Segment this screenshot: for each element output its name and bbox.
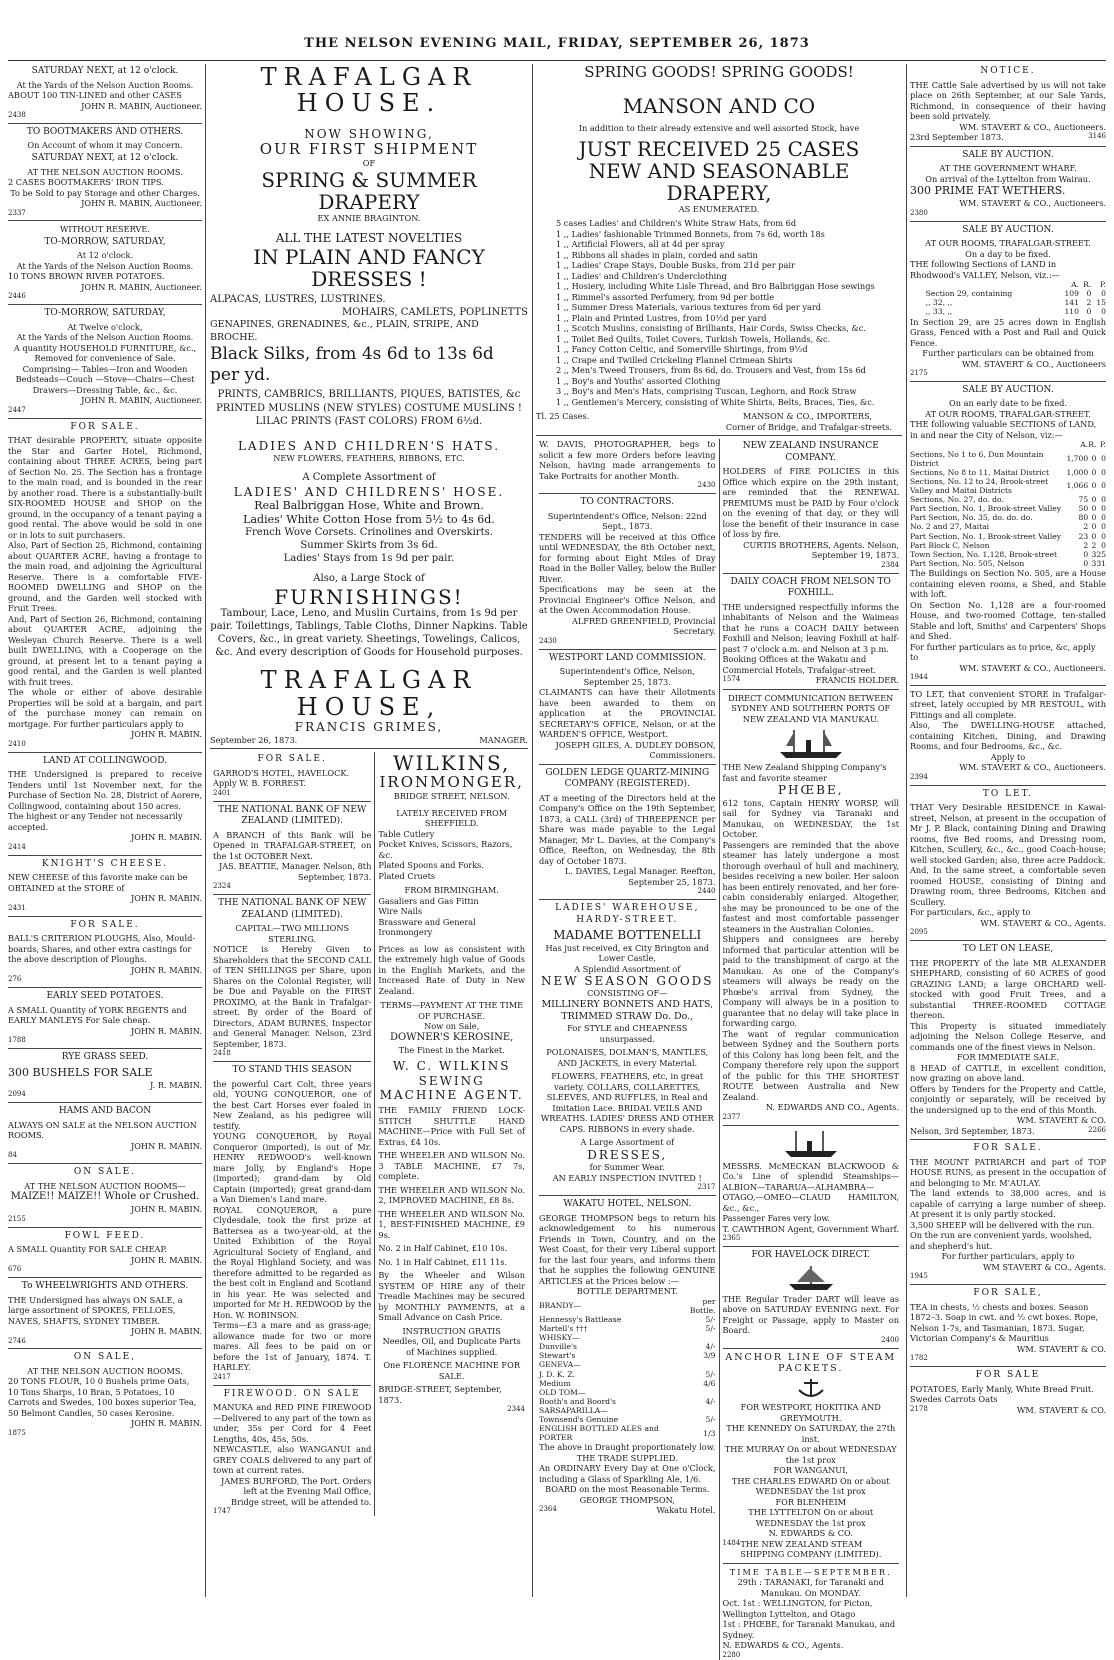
table-cell: 50 (1078, 504, 1089, 514)
ad-fowl-feed: FOWL FEED. A SMALL Quantity FOR SALE CHEAP. JOHN R. MABIN. 676 (8, 1230, 202, 1274)
table-cell (926, 280, 1057, 289)
table-cell (677, 1406, 715, 1415)
divider (539, 899, 716, 900)
list-item: 1 ,, Plain and Printed Lustres, from 10½d per yard (556, 312, 767, 323)
bottle-price-row (539, 1406, 716, 1415)
divider (8, 1102, 202, 1103)
trafalgar-house-ad: TRAFALGAR HOUSE. NOW SHOWING, OUR FIRST SHIPMENT OF SPRING & SUMMER DRAPERY EX ANNIE BRAGINTON. ALL THE LATEST NOVELTIES IN PLAIN AND FANCY DRESSES ! ALPACAS, LUSTRES, LUSTRINES. MOHAIRS, CAMLETS, POPLINETTS GENAPINES, GRENADINES, &c., PLAIN, STRIPE, AND BROCHE. Black Silks, from 4s 6d to 13s 6d per yd. PRINTS, CAMBRICS, BRILLIANTS, PIQUES, BATISTES, &c PRINTED MUSLINS (NEW STYLES) COSTUME MUSLINS ! LILAC PRINTS (FAST COLORS) FROM 6½d. LADIES AND CHILDREN'S HATS. NEW FLOWERS, FEATHERS, RIBBONS, ETC. A Complete Assortment of LADIES' AND CHILDRENS' HOSE. Real Balbriggan Hose, White and Brown. Ladies' White Cotton Hose from 5½ to 4s 6d. French Wove Corsets. Crinolines and Overskirts. Summer Skirts from 3s 6d. Ladies' Stays from 1s 9d per pair. Also, a Large Stock of FURNISHINGS! Tambour, Lace, Leno, and Muslin Curtains, from 1s 9d per pair. Toilettings, Tablings, Table Cloths, Dinner Napkins. Table Covers, &c., in great variety. Sheetings, Towelings, Calicos, &c. And every description of Goods for Household purposes. TRAFALGAR HOUSE, FRANCIS GRIMES, September 26, 1873. MANAGER. (210, 63, 528, 745)
table-cell: 25 (1096, 549, 1106, 559)
masthead-rule (8, 60, 1106, 61)
table-cell: Stewart's (539, 1351, 576, 1361)
divider (723, 1563, 900, 1564)
divider (213, 1385, 371, 1386)
divider (8, 1048, 202, 1049)
wilkins-ad: WILKINS, IRONMONGER, BRIDGE STREET, NELSON. LATELY RECEIVED FROM SHEFFIELD. Table Cutlery Pocket Knives, Scissors, Razors, &c. Plated Spoons and Forks. Plated Cruets FROM BIRMINGHAM. Gasaliers and Gas Fittin Wire Nails Brassware and General Ironmongery Prices as low as consistent with the extremely high value of Goods in the English Markets, and the Increased Rate of Duty in New Zealand. TERMS—PAYMENT AT THE TIME OF PURCHASE. Now on Sale, DOWNER'S KEROSINE, The Finest in the Market. W. C. WILKINS SEWING MACHINE AGENT. THE FAMILY FRIEND LOCK-STITCH SHUTTLE HAND MACHINE—Price with Full Set of Extras, £4 10s. THE WHEELER AND WILSON No. 3 TABLE MACHINE, £7 7s, complete. THE WHEELER AND WILSON No. 2, IMPROVED MACHINE, £8 8s. THE WHEELER AND WILSON No. 1, BEST-FINISHED MACHINE, £9 9s. No. 2 in Half Cabinet, £10 10s. No. 1 in Half Cabinet, £11 11s. By the Wheeler and Wilson SYSTEM OF HIRE any of their Treadle Machines may be secured by MONTHLY PAYMENTS, at a Small Advance on Cash Price. INSTRUCTION GRATIS Needles, Oil, and Duplicate Parts of Machines supplied. One FLORENCE MACHINE FOR SALE. BRIDGE-STREET, September, 1873. 2344 (374, 752, 528, 1516)
table-cell: 5/- (705, 1415, 716, 1425)
list-item: 1 ,, Rimmel's assorted Perfumery, from 9d per bottle (556, 291, 775, 302)
table-cell: 2 (1086, 298, 1092, 308)
column-divider (205, 64, 206, 1597)
land-row (910, 468, 1106, 477)
table-cell (677, 1360, 715, 1369)
table-cell: No. 2 and 27, Maitai (910, 522, 990, 532)
table-cell: 3 (1091, 558, 1097, 568)
table-cell: 0 (1101, 522, 1106, 532)
column-3-lower-right: NEW ZEALAND INSURANCE COMPANY. HOLDERS of FIRE POLICIES in this Office which expire on the 29th instant, are reminded that the RENEWAL PREMIUMS must be PAID by Four o'clock on the evening of that day, or they will lose the benefit of their insurance in case of loss by fire. CURTIS BROTHERS, Agents. Nelson, September 19, 1873. 2384 DAILY COACH FROM NELSON TO FOXHILL. THE undersigned respectfully informs the inhabitants of Nelson and the Waimeas that he runs a COACH DAILY between Foxhill and Nelson; leaving Foxhill at half-past 7 o'clock a.m. and Nelson at 3 p.m. Booking Offices at the Wakatu and Commercial Hotels, Trafalgar-street. 1574 FRANCIS HOLDER. DIRECT COMMUNICATION BETWEEN SYDNEY AND SOUTHERN PORTS OF NEW ZEALAND VIA MANUKAU. THE New Zealand Shipping Company's fast and favorite steamer PHŒBE, 612 tons, Captain HENRY WORSP, will sail for Sydney via Taranaki and Manukau, on WEDNESDAY, the 1st October. Passengers are reminded that the above steamer has lately undergone a most thorough overhaul of hull and machinery, besides receiving a new boiler. Her saloon has been entirely renovated, and her fore-cabin considerably enlarged. Altogether, she may be pronounced to be one of the fastest and most comfortable passenger steamers in the Australian Colonies. Shippers and consignees are hereby informed that particular attention will be paid to the transhipment of cargo at the Manukau. As one of the Company's steamers will always be ready on the Phœbe's arrival from Sydney, the Company will always be in a position to guarantee that no delay will take place in forwarding cargo. The want of regular communication between Sydney and the Southern ports of this Colony has long been felt, and the Company therefore rely upon the support of the public for this THE SHORTEST ROUTE between Australia and New Zealand. N. EDWARDS AND CO., Agents. 2377 MESSRS. McMECKAN BLACKWOOD & Co.'s Line of splendid Steamships—ALBION—TARARUA—ALHAMBRA—OTAGO,—OMEO—CLAUD HAMILTON, &c., &c., Passenger Fares very low. T. CAWTHRON Agent, Government Wharf. 2365 FOR HAVELOCK DIRECT. THE Regular Trader DART will leave as above on SATURDAY EVENING next. For Freight or Passage, apply to Master on Board. 2400 ANCHOR LINE OF STEAM PACKETS. FOR WESTPORT, HOKITIKA AND GREYMOUTH. THE KENNEDY On SATURDAY, the 27th inst. THE MURRAY On or about WEDNESDAY the 1st prox FOR WANGANUI, THE CHARLES EDWARD On or about WEDNESDAY the 1st prox FOR BLENHEIM THE LYTTELTON On or about WEDNESDAY the 1st prox N. EDWARDS & CO. 1484 THE NEW ZEALAND STEAM SHIPPING COMPANY (LIMITED). TIME TABLE—SEPTEMBER. 29th : TARANAKI, for Taranaki and Manukau. On MONDAY. Oct. 1st : WELLINGTON, for Picton, Wellington Lyttelton, and Otago 1st : PHŒBE, for Taranaki Manukau, and Sydney. N. EDWARDS & CO., Agents. 2280 (719, 439, 903, 1660)
column-3-lower-left: W. DAVIS, PHOTOGRAPHER, begs to solicit a few more Orders before leaving Nelson, having made arrangements to Take Portraits for another Month. 2430 TO CONTRACTORS. Superintendent's Office, Nelson: 22nd Sept., 1873. TENDERS will be received at this Office until WEDNESDAY, the 8th October next, for forming about Eight Miles of Dray Road in the Boller Valley, below the Buller River. Specifications may be seen at the Provincial Engineer's Office Nelson, and at the Owen Accommodation House. ALFRED GREENFIELD, Provincial Secretary. 2430 WESTPORT LAND COMMISSION. Superintendent's Office, Nelson, September 25, 1873. CLAIMANTS can have their Allotments have been awarded to them on application at the PROVINCIAL SECRETARY'S OFFICE, Nelson, or at the WARDEN'S OFFICE, Westport. JOSEPH GILES, A. DUDLEY DOBSON, Commissioners. GOLDEN LEDGE QUARTZ-MINING COMPANY (REGISTERED). AT a meeting of the Directors held at the Company's Office on the 19th September, 1873, a CALL (3rd) of THREEPENCE per Share was made payable to the Legal Manager, Mr L. Davies, at the Company's Office, Reefton, on Wednesday, the 8th day of October 1873. L. DAVIES, Legal Manager. Reefton, September 25, 1873. 2440 LADIES' WAREHOUSE, HARDY-STREET. MADAME BOTTENELLI Has just received, ex City Brington and Lower Castle, A Splendid Assortment of NEW SEASON GOODS CONSISTING OF— MILLINERY BONNETS AND HATS, TRIMMED STRAW Do. Do., For STYLE and CHEAPNESS unsurpassed. POLONAISES, DOLMAN'S, MANTLES, AND JACKETS, in every Material. FLOWERS, FEATHERS, etc, in great variety. COLLARS, COLLARETTES, SLEEVES, AND RUFFLES, in Real and Imitation Lace. BRIDAL VEILS AND WREATHS. LADIES' DRESS AND OTHER CAPS. RIBBONS in every shade. A Large Assortment of DRESSES, for Summer Wear. AN EARLY INSPECTION INVITED ! 2317 WAKATU HOTEL, NELSON. GEORGE THOMPSON begs to return his acknowledgement to his numerous Friends in Town, Country, and on the West Coast, for their very Liberal support for the last four years, and informs them that he supplies the following GENUINE ARTICLES at the Prices below :— BOTTLE DEPARTMENT. BRANDY— per Bottle. Hennessy's Battleaxe 5/- Martell's ††† 5/- WHISKY— Dunville's 4/- Stewart's 3/9 GENEVA— J. D. K. Z. 5/- Medium 4/6 OLD TOM— Booth's and Boord's 4/- SARSAPARILLA— Townsend's Genuine 5/- ENGLISH BOTTLED ALES and PORTER 1/3 The above in Draught proportionately low. THE TRADE SUPPLIED. An ORDINARY Every Day at One o'Clock, including a Glass of Sparkling Ale, 1/6. BOARD on the most Reasonable Terms. GEORGE THOMPSON, 2364 Wakatu Hotel. (539, 439, 716, 1516)
table-cell: 31 (1096, 558, 1106, 568)
divider (910, 1139, 1106, 1140)
table-cell: J. D. K. Z. (539, 1369, 575, 1379)
table-cell: Martell's ††† (539, 1323, 588, 1333)
table-cell: SARSAPARILLA— (539, 1405, 608, 1415)
list-item: 3 ,, Boy's and Men's Hats, comprising Tuscan, Leghorn, and Rock Straw (556, 386, 857, 397)
bottle-price-row (539, 1360, 716, 1369)
ad-maize: ON SALE. AT THE NELSON AUCTION ROOMS— MAIZE!! MAIZE!! Whole or Crushed. JOHN R. MABIN. 2155 (8, 1167, 202, 1223)
column-4: NOTICE. THE Cattle Sale advertised by us will not take place on 26th September, at our Sale Yards, Richmond, in consequence of their having been sold privately. WM. STAVERT & CO., Auctioneers. 23rd September 1873. 3146 SALE BY AUCTION. AT THE GOVERNMENT WHARF. On arrival of the Lyttelton from Wairau. 300 PRIME FAT WETHERS. WM. STAVERT & CO., Auctioneers. 2380 SALE BY AUCTION. AT OUR ROOMS, TRAFALGAR-STREET. On a day to be fixed. THE following Sections of LAND in Rhodwood's VALLEY, Nelson, viz.:— A. R. P. Section 29, containing 109 0 0 ,, 32, ,, 141 2 15 ,, 33, ,, 110 0 0 In Section 29, are 25 acres down in English Grass, Fenced with a Post and Rail and Quick Fence. Further particulars can be obtained from WM. STAVERT & CO., Auctioneers 2175 SALE BY AUCTION. On an early date to be fixed. AT OUR ROOMS, TRAFALGAR-STREET. THE following valuable SECTIONS of LAND, in and near the City of Nelson, viz:— A. R. P. Sections, No 1 to 6, Dun Mountain District 1,700 0 0 Sections, No 8 to 11, Maitai District 1,000 0 0 Sections, No. 12 to 24, Brook-street Valley and Maitai Districts 1,066 0 0 Sections, No. 27, do. do. 75 0 0 Part Section, No. 1, Brook-street Valley 50 0 0 Part Section, No. 35, do. do. do. 80 0 0 No. 2 and 27, Maitai 2 0 0 Part Section, No. 1, Brook-street Valley 23 0 0 Part Block C, Nelson 2 2 0 Town Section, No. 1,128, Brook-street 0 3 25 Part Section, No. 505, Nelson 0 3 31 The Buildings on Section No. 505, are a House containing eleven rooms, a Shed, and Stable with loft. On Section No. 1,128 are a four-roomed House, and two-roomed Cottage, ten-stalled Stable and loft, Smiths' and Carpenters' Shops and Shed. For further particulars as to price, &c, apply to WM. STAVERT & CO., Auctioneers. 1944 TO LET, that convenient STORE in Trafalgar-street, lately occupied by MR RESTOUL, with Fittings and all complete. Also, The DWELLING-HOUSE attached, containing Kitchen, Dining, and Drawing Rooms, and four Bedrooms, &c., &c. Apply to WM. STAVERT & CO., Auctioneers. 2394 TO LET. THAT Very Desirable RESIDENCE in Kawai-street, Nelson, at present in the occupation of Mr J. P. Black, containing Dining and Drawing rooms, five Bed rooms, and Dressing room, Kitchen, Scullery, &c., &c., good Coach-house; well stocked Garden; also, three acre Paddock. And, In the same street, a comfortable seven roomed HOUSE, consisting of Dining and Drawing room, three Bedrooms, Kitchen and Scullery. For particulars, &c., apply to WM. STAVERT & CO., Agents. 2095 TO LET ON LEASE, THE PROPERTY of the late MR ALEXANDER SHEPHARD, consisting of 60 ACRES of good GRAZING LAND; a large ORCHARD well-stocked with good Fruit Trees, and a substantial THREE-ROOMED COTTAGE thereon. This Property is situated immediately adjoining the Nelson College Reserve, and commands one of the finest views in Nelson. FOR IMMEDIATE SALE. 8 HEAD of CATTLE, in excellent condition, now grazing on above land. Offers by Tenders for the Property and Cattle, conjointly or separately, will be received by the undersigned up to the end of this Month. WM. STAVERT & CO. Nelson, 3rd September, 1873. 2266 FOR SALE. THE MOUNT PATRIARCH and part of TOP HOUSE RUNS, as present in the occupation of and belonging to Mr. M'AULAY. The land extends to 38,000 acres, and is capable of carrying a large number of sheep. At present it is only partly stocked. 3,500 SHEEP will be delivered with the run. On the run are convenient yards, woolshed, and shepherd's hut. For further particulars, apply to WM STAVERT & CO., Agents. 1945 FOR SALE, TEA in chests, ½ chests and boxes. Season 1872–3. Soap in cwt. and ½ cwt boxes. Rope, Nelson 1-7s, and Tasmanian, 1873. Sugar, Victorian Company's & Mauritius WM. STAVERT & CO. 1782 FOR SALE POTATOES, Early Manly, White Bread Fruit. Swedes Carrots Oats 2178 WM. STAVERT & CO. (910, 66, 1106, 1415)
table-cell: ,, 33, ,, (925, 307, 953, 317)
land-row (910, 477, 1106, 495)
land-row (926, 280, 1106, 289)
anchor-icon (789, 1376, 833, 1400)
divider (539, 649, 716, 650)
table-cell: per Bottle. (689, 1296, 716, 1315)
land-row (926, 307, 1106, 316)
table-cell (910, 440, 1066, 449)
list-item: 1 ,, Hosiery, including White Lisle Thread, and Bro Balbriggan Hose sewings (556, 281, 875, 292)
table-cell: OLD TOM— (539, 1387, 586, 1397)
ad-potatoes: WITHOUT RESERVE. TO-MORROW, SATURDAY, At 12 o'clock. At the Yards of the Nelson Auction Rooms. 10 TONS BROWN RIVER POTATOES. JOHN R. MABIN, Auctioneer. 2446 (8, 224, 202, 301)
ad-ploughs: FOR SALE. BALL'S CRITERION PLOUGHS, Also, Mould-boards, Shares, and other extra castings for the above description of Ploughs. JOHN R. MABIN. 276 (8, 919, 202, 984)
bottle-price-row (539, 1424, 716, 1442)
table-cell: 0 (1091, 513, 1097, 523)
divider (539, 1195, 716, 1196)
bottle-price-row (539, 1333, 716, 1342)
ad-flour: ON SALE, AT THE NELSON AUCTION ROOMS. 20 TONS FLOUR, 10 0 Bushels prime Oats, 10 Tons Sharps, 10 Bran, 5 Potatoes, 10 Carrots and Swedes, 100 boxes superior Tea, 50 Belmont Candles, 50 cases Kerosine. JOHN R. MABIN. 1875 (8, 1352, 202, 1437)
divider (910, 685, 1106, 686)
divider (910, 381, 1106, 382)
manson-ad: SPRING GOODS! SPRING GOODS! MANSON AND CO In addition to their already extensive and well assorted Stock, have JUST RECEIVED 25 CASES NEW AND SEASONABLE DRAPERY, AS ENUMERATED. 5 cases Ladies' and Children's White Straw Hats, from 6d 1 ,, Ladies' fashionable Trimmed Bonnets, from 7s 6d, worth 18s 1 ,, Artificial Flowers, all at 4d per spray 1 ,, Ribbons all shades in plain, corded and satin 1 ,, Ladies' Crape Stays, Double Busks, from 21d per pair 1 ,, Ladies' and Children's Underclothing 1 ,, Hosiery, including White Lisle Thread, and Bro Balbriggan Hose sewings 1 ,, Rimmel's assorted Perfumery, from 9d per bottle 1 ,, Summer Dress Materials, various textures from 6d per yard 1 ,, Plain and Printed Lustres, from 10½d per yard 1 ,, Scotch Muslins, consisting of Brilliants, Hair Cords, Swiss Checks, &c. 1 ,, Toilet Bed Quilts, Toilet Covers, Turkish Towels, Hollands, &c. 1 ,, Fancy Cotton Celtic, and Somerville Shirtings, from 9½d 1 ,, Crape and Twilled Crickeling Flannel Crimean Shirts 2 ,, Men's Tweed Trousers, from 8s 6d, do. Trousers and Vest, from 15s 6d 1 ,, Boy's and Youths' assorted Clothing 3 ,, Boy's and Men's Hats, comprising Tuscan, Leghorn, and Rock Straw 1 ,, Gentlemen's Mercery, consisting of White Shirts, Belts, Braces, Ties, &c. Tl. 25 Cases. MANSON & CO., IMPORTERS, Corner of Bridge, and Trafalgar-streets. (536, 64, 902, 432)
list-item: 1 ,, Toilet Bed Quilts, Toilet Covers, Turkish Towels, Hollands, &c. (556, 333, 831, 344)
column-divider (906, 64, 907, 1597)
land-row (910, 541, 1106, 550)
steamship-icon (781, 1129, 841, 1159)
table-cell: Medium (539, 1378, 571, 1388)
table-cell: 0 (1091, 522, 1097, 532)
ad-hams-bacon: HAMS AND BACON ALWAYS ON SALE at the NELSON AUCTION ROOMS. JOHN R. MABIN. 84 (8, 1106, 202, 1160)
table-cell (677, 1333, 715, 1342)
table-cell: A. (1071, 280, 1079, 290)
divider (723, 1125, 900, 1126)
table-cell: 4/6 (703, 1378, 716, 1388)
table-cell: R. (1088, 440, 1097, 450)
table-cell: 0 (1091, 454, 1097, 464)
table-cell: 75 (1078, 495, 1089, 505)
divider (539, 764, 716, 765)
divider (8, 1227, 202, 1228)
table-cell: 4/- (705, 1342, 716, 1352)
table-cell: 0 (1101, 454, 1106, 464)
table-cell: 2 (1091, 540, 1097, 550)
land-row (926, 298, 1106, 307)
table-cell: 110 (1064, 307, 1079, 317)
divider (8, 855, 202, 856)
table-cell: Part Section, No. 505, Nelson (910, 558, 1025, 568)
land-table-nelson (910, 440, 1106, 568)
land-row (910, 504, 1106, 513)
list-item: 1 ,, Ladies' fashionable Trimmed Bonnets, from 7s 6d, worth 18s (556, 228, 825, 239)
divider (910, 785, 1106, 786)
ad-collingwood-land: LAND AT COLLINGWOOD. THE Undersigned is prepared to receive Tenders until 1st November next, for the Purchase of Section No. 28, District of Aorere, Collingwood, containing about 150 acres. The highest or any Tender not necessarily accepted. JOHN R. MABIN. 2414 (8, 755, 202, 851)
table-cell: Booth's and Boord's (539, 1396, 616, 1406)
table-cell: 4/- (705, 1396, 716, 1406)
list-item: 1 ,, Scotch Muslins, consisting of Brilliants, Hair Cords, Swiss Checks, &c. (556, 323, 866, 334)
divider (210, 748, 528, 749)
steamship-icon (776, 726, 846, 760)
divider (723, 573, 900, 574)
table-cell: A. (1080, 440, 1089, 450)
table-cell: 0 (1101, 540, 1106, 550)
table-cell: Part Section, No. 1, Brook-street Valley (910, 504, 1062, 514)
divider (8, 220, 202, 221)
table-cell: 1,700 (1066, 454, 1089, 464)
table-cell: ,, 32, ,, (925, 298, 953, 308)
column-2-lower (210, 752, 528, 1516)
bottle-price-row (539, 1351, 716, 1360)
divider (213, 894, 371, 895)
divider (910, 940, 1106, 941)
table-cell: Part Section, No. 1, Brook-street Valley (910, 531, 1062, 541)
table-cell: 3/9 (703, 1351, 716, 1361)
table-cell: 0 (1101, 504, 1106, 514)
table-cell: Sections, No. 12 to 24, Brook-street Valley and Maitai Districts (910, 476, 1049, 496)
ad-rye-grass: RYE GRASS SEED. 300 BUSHELS FOR SALE J. R. MABIN. 2094 (8, 1052, 202, 1099)
divider (536, 435, 902, 436)
table-cell: Town Section, No. 1,128, Brook-street (910, 549, 1058, 559)
table-cell: 23 (1078, 531, 1089, 541)
manson-item-list (536, 218, 902, 407)
land-table-rhodwood (926, 280, 1106, 316)
table-cell: 0 (1101, 513, 1106, 523)
ad-richmond-property: FOR SALE. THAT desirable PROPERTY, situate opposite the Star and Garter Hotel, Richmond, containing about THREE ACRES, being part of Section No. 25. The Section has a frontage to the main road, and is bounded in the rear by another road. There is a substantially-built SIX-ROOMED HOUSE and SHOP on the ground, in the occupancy of a tenant paying a good rental. The above would be sold in one or in lots to suit purchasers. Also, Part of Section 25, Richmond, containing about QUARTER ACRE, having a frontage to the main road, and adjoining the Agricultural Reserve. There is a comfortable FIVE-ROOMED DWELLING and SHOP on the ground, and the Garden well stocked with Fruit Trees. And, Part of Section 26, Richmond, containing about QUARTER ACRE, adjoining the Wesleyan Church Reserve. There is a well built DWELLING, with a Cooperage on the ground, at present let to a tenant paying a good rental, and the Garden is well planted with fruit trees. The whole or either of above desirable Properties will be sold at a bargain, and part of the purchase money can remain on mortgage. For further particulars apply to JOHN R. MABIN. 2410 (8, 421, 202, 748)
divider (539, 493, 716, 494)
land-row (910, 550, 1106, 559)
ad-wheelwrights: To WHEELWRIGHTS AND OTHERS. THE Undersigned has always ON SALE, a large assortment of SPOKES, FELLOES, NAVES, SHAFTS, SYDNEY TIMBER. JOHN R. MABIN. 2746 (8, 1280, 202, 1345)
trafalgar-title: TRAFALGAR HOUSE. (260, 63, 478, 118)
table-cell: 0 (1101, 531, 1106, 541)
divider (8, 916, 202, 917)
divider (8, 752, 202, 753)
ad-furniture: TO-MORROW, SATURDAY, At Twelve o'clock, At the Yards of the Nelson Auction Rooms. A quantity HOUSEHOLD FURNITURE, &c., Removed for convenience of Sale. Comprising— Tables—Iron and Wooden Bedsteads—Couch —Stove—Chairs—Chest Drawers—Dressing Table, &c., &c. JOHN R. MABIN, Auctioneer. 2447 (8, 308, 202, 414)
divider (8, 304, 202, 305)
table-cell: ENGLISH BOTTLED ALES and PORTER (539, 1424, 659, 1443)
land-row (910, 522, 1106, 531)
table-cell: Townsend's Genuine (539, 1415, 619, 1425)
column-2-lower-left: FOR SALE. GARROD'S HOTEL, HAVELOCK. Apply W. B. FORREST. 2401 THE NATIONAL BANK OF NEW ZEALAND (LIMITED). A BRANCH of this Bank will be Opened in TRAFALGAR-STREET, on the 1st OCTOBER Next. JAS. BEATTIE, Manager. Nelson, 8th September, 1873. 2324 THE NATIONAL BANK OF NEW ZEALAND (LIMITED). CAPITAL—TWO MILLIONS STERLING. NOTICE is Hereby Given to Shareholders that the SECOND CALL of TEN SHILLINGS per Share, upon Shares on the Colonial Register, will be Due and Payable on the FIRST PROXIMO, at the Bank in Trafalgar-street. By order of the Board of Directors, ADAM BURNES, Inspector and General Manager. Nelson, 23rd September, 1873. 2418 TO STAND THIS SEASON the powerful Cart Colt, three years old, YOUNG CONQUEROR, one of the best Cart Horses ever foaled in New Zealand, as his pedigree will testify. YOUNG CONQUEROR, by Royal Conqueror (imported), is out of Mr. HENRY REDWOOD's well-known mare Jolly, by England's Hope (imported); grand-dam by Old Captain (imported); great grand-dam a Van Diemen's Land mare. ROYAL CONQUEROR, a pure Clydesdale, took the first prize at Battersea as a two-year-old, at the United Exhibition of the Royal Agricultural Society of England, and the Royal Highland Society, and was therefore admitted to be regarded as the best colt in England and Scotland in his year. He was selected and imported for Mr H. REDWOOD by the Hon. W. ROBINSON. Terms—£3 a mare and as grass-age; allowance made for two or more mares. All fees to be paid on or before the 1st of January, 1874. T. HARLEY. 2417 FIREWOOD. ON SALE MANUKA and RED PINE FIREWOOD—Delivered to any part of the town as under, 35s per Cord for 4 Feet Lengths, 40s, 45s, 50s. NEWCASTLE, also WANGANUI and GREY COALS delivered to any part of town at current rates. JAMES BURFORD, The Port. Orders left at the Evening Mail Office, Bridge street, will be attended to. 1747 (213, 754, 372, 1516)
land-row (926, 289, 1106, 298)
sailing-ship-icon (785, 1264, 837, 1292)
table-cell: 0 (1091, 495, 1097, 505)
list-item: 1 ,, Summer Dress Materials, various textures from 6d per yard (556, 302, 822, 313)
divider (8, 1163, 202, 1164)
table-cell: 0 (1091, 531, 1097, 541)
table-cell: BRANDY— (539, 1301, 582, 1311)
table-cell: GENEVA— (539, 1360, 581, 1370)
land-row (910, 440, 1106, 449)
divider (910, 146, 1106, 147)
table-cell: Dunville's (539, 1342, 577, 1352)
table-cell: WHISKY— (539, 1333, 580, 1343)
table-cell: 141 (1064, 298, 1079, 308)
table-cell: R. (1083, 280, 1092, 290)
table-cell: 0 (1083, 549, 1089, 559)
table-cell: 0 (1091, 481, 1097, 491)
table-cell: Section 29, containing (925, 289, 1013, 299)
table-cell: 0 (1101, 307, 1106, 317)
list-item: 1 ,, Ribbons all shades in plain, corded and satin (556, 249, 758, 260)
land-row (910, 559, 1106, 568)
ad-bootmakers: TO BOOTMAKERS AND OTHERS. On Account of whom it may Concern. SATURDAY NEXT, at 12 o'clock. AT THE NELSON AUCTION ROOMS. 2 CASES BOOTMAKERS' IRON TIPS. To be Sold to pay Storage and other Charges. JOHN R. MABIN, Auctioneer. 2337 (8, 126, 202, 217)
divider (910, 1284, 1106, 1285)
list-item: 5 cases Ladies' and Children's White Straw Hats, from 6d (556, 218, 797, 229)
list-item: 1 ,, Boy's and Youths' assorted Clothing (556, 375, 721, 386)
ad-knights-cheese: KNIGHT'S CHEESE. NEW CHEESE of this favorite make can be OBTAINED at the STORE of JOHN R. MABIN. 2431 (8, 858, 202, 912)
list-item: 1 ,, Artificial Flowers, all at 4d per spray (556, 239, 725, 250)
divider (8, 418, 202, 419)
divider (910, 1366, 1106, 1367)
table-cell: 5/- (705, 1314, 716, 1324)
table-cell: 2 (1083, 540, 1089, 550)
bottle-price-row (539, 1297, 716, 1315)
bottle-price-row (539, 1379, 716, 1388)
divider (213, 801, 371, 802)
table-cell: Sections, No. 27, do. do. (910, 495, 1004, 505)
table-cell: 109 (1064, 289, 1079, 299)
column-divider (532, 64, 533, 1597)
bottle-price-row (539, 1324, 716, 1333)
bottle-price-row (539, 1415, 716, 1424)
table-cell: 0 (1091, 504, 1097, 514)
land-row (910, 495, 1106, 504)
list-item: 1 ,, Ladies' and Children's Underclothing (556, 270, 727, 281)
column-2 (210, 64, 528, 1597)
table-cell: 0 (1091, 467, 1097, 477)
land-row (910, 532, 1106, 541)
table-cell: 2 (1083, 522, 1089, 532)
table-cell: 3 (1091, 549, 1097, 559)
divider (723, 1246, 900, 1247)
column-3 (536, 63, 902, 1659)
table-cell: 5/- (705, 1323, 716, 1333)
table-cell: 15 (1096, 298, 1106, 308)
list-item: 1 ,, Crape and Twilled Crickeling Flannel Crimean Shirts (556, 354, 793, 365)
table-cell: Hennessy's Battleaxe (539, 1314, 622, 1324)
bottle-price-table (539, 1297, 716, 1443)
divider (8, 1348, 202, 1349)
land-row (910, 450, 1106, 468)
divider (910, 221, 1106, 222)
table-cell: 0 (1086, 307, 1092, 317)
bottle-price-row (539, 1397, 716, 1406)
table-cell: 1,066 (1066, 481, 1089, 491)
table-cell: 0 (1101, 467, 1106, 477)
table-cell: Sections, No 1 to 6, Dun Mountain District (910, 449, 1044, 468)
divider (213, 1061, 371, 1062)
table-cell: P. (1100, 280, 1106, 290)
table-cell: 0 (1101, 481, 1106, 491)
column-1 (8, 64, 202, 1597)
table-cell: 0 (1101, 495, 1106, 505)
table-cell: 0 (1086, 289, 1092, 299)
bottle-price-row (539, 1388, 716, 1397)
table-cell: 5/- (705, 1369, 716, 1379)
bottle-price-row (539, 1342, 716, 1351)
ad-cases: SATURDAY NEXT, at 12 o'clock. At the Yards of the Nelson Auction Rooms. ABOUT 100 TIN-LINED and other CASES JOHN R. MABIN, Auctioneer. 2438 (8, 66, 202, 120)
table-cell: Part Section, No. 35, do. do. do. (910, 513, 1033, 523)
table-cell: Sections, No 8 to 11, Maitai District (910, 467, 1050, 477)
divider (8, 123, 202, 124)
land-row (910, 513, 1106, 522)
table-cell: 0 (1083, 558, 1089, 568)
divider (723, 689, 900, 690)
masthead: THE NELSON EVENING MAIL, FRIDAY, SEPTEMBER 26, 1873 (304, 36, 810, 51)
table-cell: Part Block C, Nelson (910, 540, 990, 550)
divider (723, 1348, 900, 1349)
divider (8, 987, 202, 988)
list-item: 2 ,, Men's Tweed Trousers, from 8s 6d, do. Trousers and Vest, from 15s 6d (556, 365, 866, 376)
table-cell: P. (1100, 440, 1106, 450)
list-item: 1 ,, Fancy Cotton Celtic, and Somerville Shirtings, from 9½d (556, 344, 808, 355)
table-cell: 80 (1078, 513, 1089, 523)
table-cell: 0 (1101, 289, 1106, 299)
list-item: 1 ,, Gentlemen's Mercery, consisting of White Shirts, Belts, Braces, Ties, &c. (556, 396, 875, 407)
list-item: 1 ,, Ladies' Crape Stays, Double Busks, from 21d per pair (556, 260, 795, 271)
bottle-price-row (539, 1315, 716, 1324)
table-cell: 1,000 (1066, 467, 1089, 477)
table-cell: 1/3 (703, 1428, 716, 1438)
bottle-price-row (539, 1370, 716, 1379)
column-3-lower (536, 439, 902, 1660)
divider (8, 1277, 202, 1278)
table-cell (677, 1388, 715, 1397)
ad-seed-potatoes: EARLY SEED POTATOES. A SMALL Quantity of YORK REGENTS and EARLY MANLEYS For Sale cheap. JOHN R. MABIN. 1788 (8, 991, 202, 1045)
